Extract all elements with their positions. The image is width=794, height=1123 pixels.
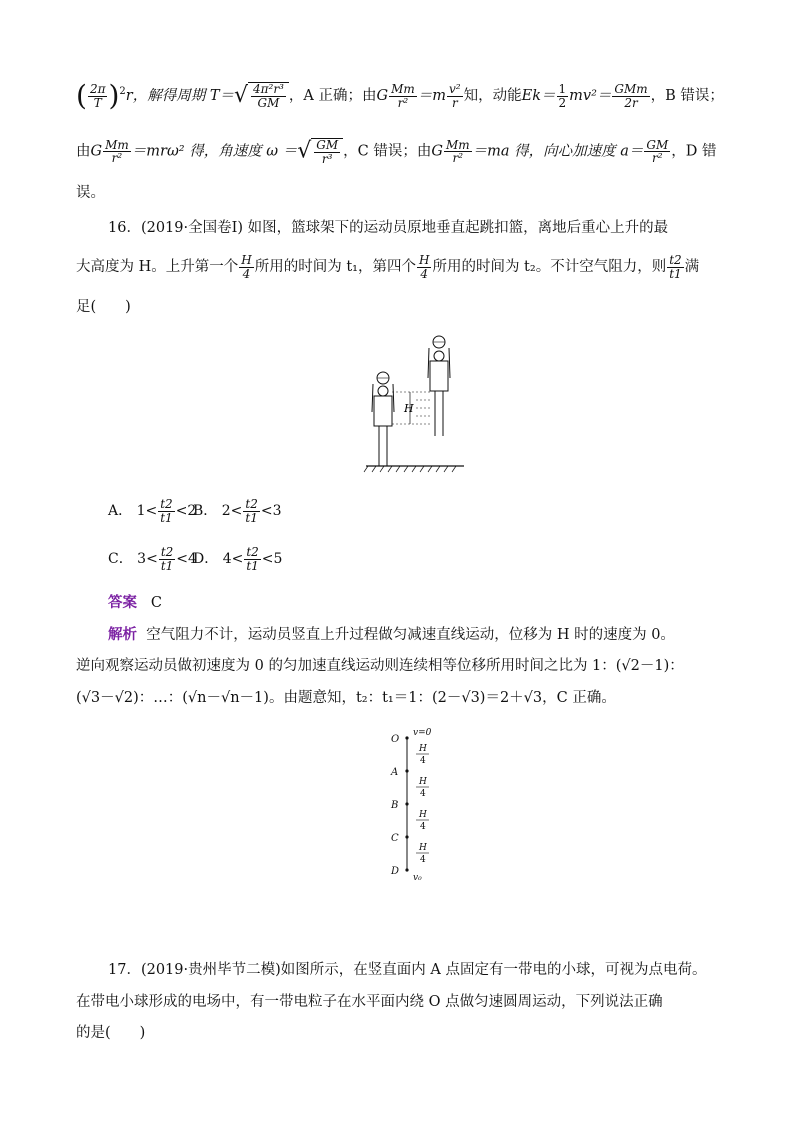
option-c[interactable]: C． 3< $\frac{t2}{t1}$ <4 <box>108 545 197 573</box>
analysis-line-1: 解析 空气阻力不计，运动员竖直上升过程做匀减速直线运动，位移为 H 时的速度为 0。 <box>108 626 675 643</box>
figure-label-h: H <box>404 402 414 415</box>
top-velocity-label: v=0 <box>413 728 432 738</box>
q17-stem-line-2: 在带电小球形成的电场中，有一带电粒子在水平面内绕 O 点做匀速圆周运动，下列说法正确 <box>76 994 663 1010</box>
segment-1-den: 4 <box>420 756 426 766</box>
segment-3-den: 4 <box>420 822 426 832</box>
analysis-line-3: (√3－√2)：…：(√n－√n－1)。由题意知，t₂：t₁＝1：(2－√3)＝2＋√3，C 正确。 <box>76 690 616 706</box>
segment-1-num: H <box>419 744 427 754</box>
prev-solution-line-2: 由G $\frac{Mm}{\text{r²}}$ ＝mrω² 得，角速度 ω ＝√ $\frac{GM}{\text{r³}}$ ，C 错误；由G $\frac{Mm}{\text{r²}}$ ＝ma 得，向心加速度 a＝ $\frac{GM}{\text{r²}}$ ，D 错 <box>76 137 717 166</box>
q17-stem-line-3: 的是( ) <box>76 1025 146 1041</box>
q16-stem-line-3: 足( ) <box>76 299 131 315</box>
option-a[interactable]: A． 1< $\frac{t2}{t1}$ <2 <box>108 497 197 525</box>
segment-4-num: H <box>419 843 427 853</box>
basketball-jump-figure <box>360 332 470 474</box>
bottom-velocity-label: v₀ <box>413 873 422 882</box>
segment-3-num: H <box>419 810 427 820</box>
segment-2-num: H <box>419 777 427 787</box>
analysis-line-2: 逆向观察运动员做初速度为 0 的匀加速直线运动则连续相等位移所用时间之比为 1：(√2－1)： <box>76 658 684 674</box>
segment-diagram <box>385 726 445 882</box>
answer-line: 答案 C <box>108 594 162 611</box>
segment-4-den: 4 <box>420 855 426 865</box>
q16-stem-line-1: 16．(2019·全国卷Ⅰ) 如图，篮球架下的运动员原地垂直起跳扣篮，离地后重心上升的最 <box>108 220 669 236</box>
prev-solution-line-1: ( $\frac{2\pi}{T}$ )$^2$r，解得周期 T＝√ $\frac{\text{4π²r³}}{GM}$ ，A 正确；由G $\frac{Mm}{\text{r²}}$ ＝m $\frac{\text{v²}}{r}$ 知，动能Ek＝ $\frac{1}{2}$ mv²＝ $\frac{\text{GMm}}{2r}$ ，B 错误； <box>76 79 724 112</box>
point-o: O <box>391 734 400 745</box>
point-c: C <box>391 833 399 844</box>
point-a: A <box>391 767 399 778</box>
segment-2-den: 4 <box>420 789 426 799</box>
point-b: B <box>391 800 399 811</box>
prev-solution-line-3: 误。 <box>76 185 105 201</box>
q17-stem-line-1: 17．(2019·贵州毕节二模)如图所示，在竖直面内 A 点固定有一带电的小球，可视为点电荷。 <box>108 962 707 978</box>
option-d[interactable]: D． 4< $\frac{t2}{t1}$ <5 <box>193 545 283 573</box>
point-d: D <box>391 866 400 877</box>
q16-stem-line-2: 大高度为 H。上升第一个 $\frac{H}{4}$ 所用的时间为 t₁，第四个 $\frac{H}{4}$ 所用的时间为 t₂。不计空气阻力，则 $\frac{t2}{t1}$ 满 <box>76 253 700 281</box>
option-b[interactable]: B． 2< $\frac{t2}{t1}$ <3 <box>193 497 282 525</box>
